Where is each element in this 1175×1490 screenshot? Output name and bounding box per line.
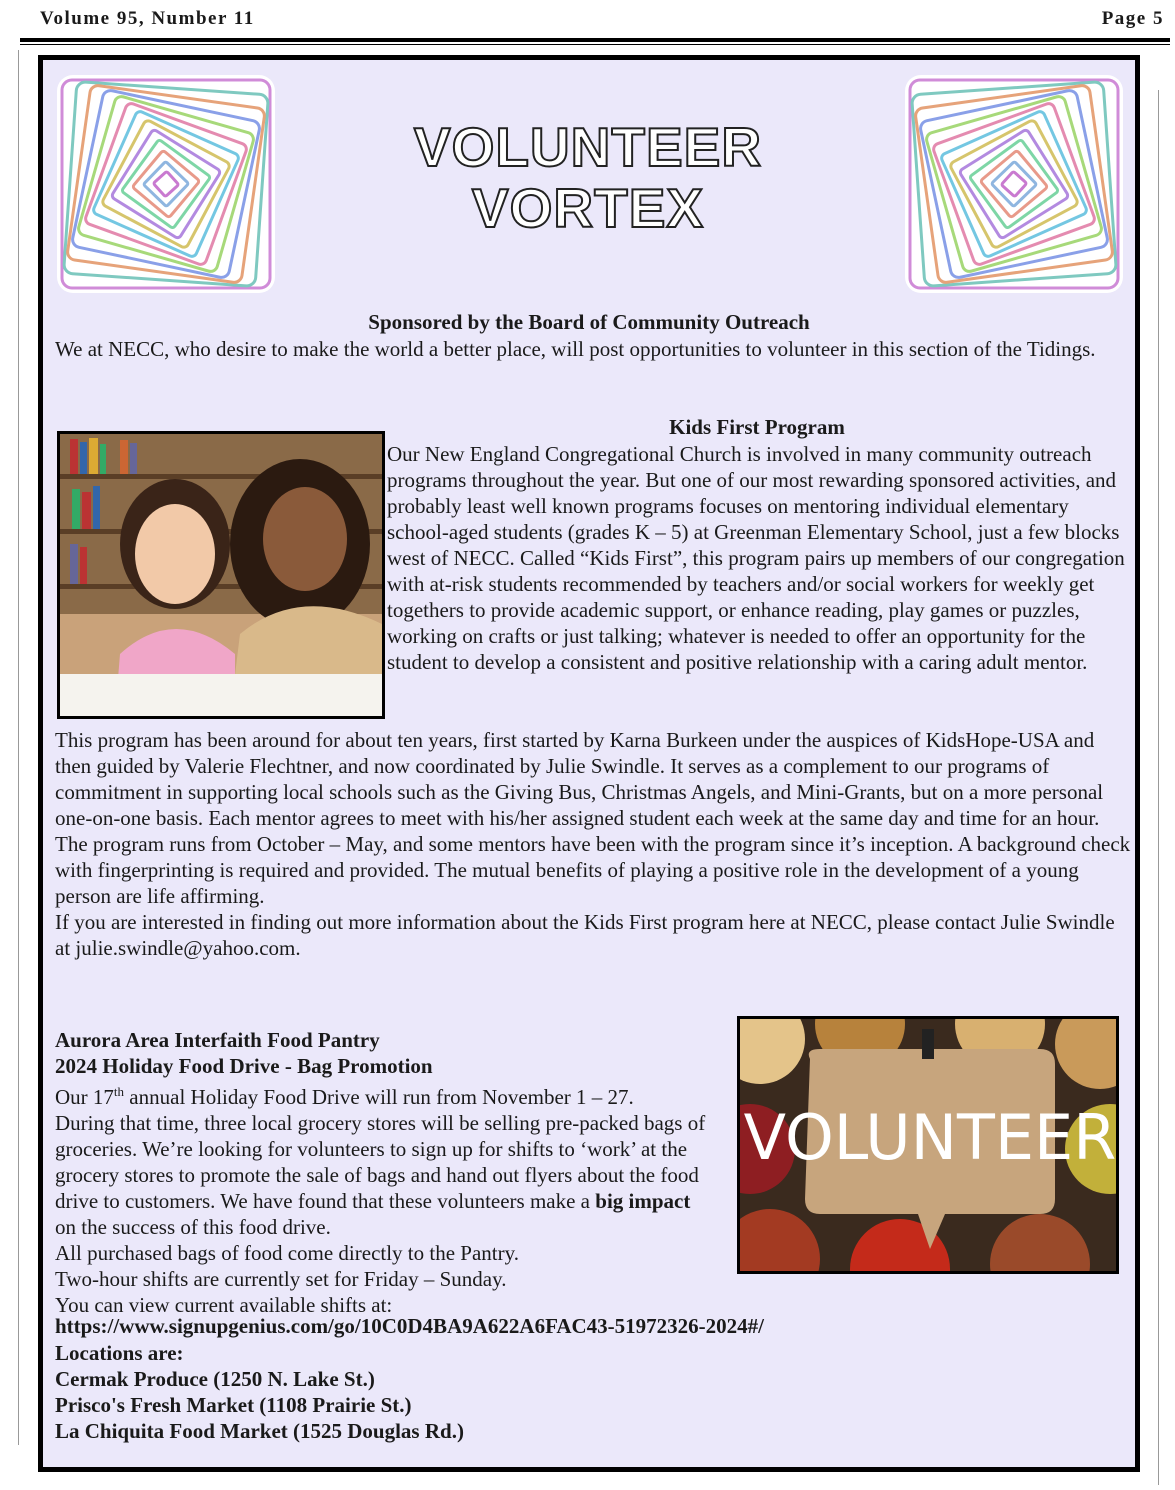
- volunteer-sign-photo: [737, 1016, 1119, 1274]
- kids-first-contact: If you are interested in finding out more information about the Kids First program here at NECC, please contact Julie Swindle at julie.swindle@yahoo.com.: [55, 910, 1115, 960]
- food-pantry-section: [55, 1027, 715, 1318]
- locations-label: Locations are:: [55, 1341, 184, 1365]
- vortex-image-left: [57, 75, 275, 293]
- food-pantry-heading: Aurora Area Interfaith Food Pantry: [55, 1028, 380, 1052]
- right-margin-line: [1158, 90, 1159, 1485]
- mentor-student-photo: [57, 431, 385, 719]
- view-shifts-line: You can view current available shifts at:: [55, 1293, 393, 1317]
- title-line-2: VORTEX: [471, 177, 705, 239]
- intro-paragraph: We at NECC, who desire to make the world a better place, will post opportunities to volunteer in this section of the Tidings.: [55, 337, 1096, 361]
- header-rule-thin: [20, 44, 1170, 45]
- header-rule: [20, 38, 1170, 42]
- article-frame: [38, 55, 1140, 1472]
- page-header: [20, 8, 1170, 32]
- paragraph-text: During that time, three local grocery stores will be selling pre-packed bags of groceries. We’re looking for volunteers to sign up for shifts to ‘work’ at the grocery stores to promote the sale of bags and hand out flyers about the food drive to customers. We have found that these volunteers make a: [55, 1111, 706, 1213]
- kids-first-heading: Kids First Program: [669, 415, 845, 439]
- locations-list: [55, 1340, 464, 1444]
- sign-text: VOLUNTEER: [743, 1101, 1116, 1174]
- page-number: Page 5: [1101, 8, 1164, 29]
- page-title: [343, 117, 833, 239]
- location-item: Cermak Produce (1250 N. Lake St.): [55, 1367, 375, 1391]
- sponsor-line: Sponsored by the Board of Community Outreach: [368, 310, 810, 334]
- location-item: Prisco's Fresh Market (1108 Prairie St.): [55, 1393, 412, 1417]
- food-drive-dates: [55, 1079, 715, 1110]
- signup-link[interactable]: https://www.signupgenius.com/go/10C0D4BA9A622A6FAC43-51972326-2024#/: [55, 1314, 764, 1338]
- food-drive-paragraph: [55, 1110, 715, 1240]
- pantry-line: All purchased bags of food come directly to the Pantry.: [55, 1241, 520, 1265]
- title-line-1: VOLUNTEER: [413, 116, 763, 178]
- kids-first-paragraph-2: This program has been around for about ten years, first started by Karna Burkeen under the auspices of KidsHope-USA and then guided by Valerie Flechtner, and now coordinated by Julie Swindle. It serves as a complement to our programs of commitment in supporting local schools such as the Giving Bus, Christmas Angels, and Mini-Grants, but on a more personal one-on-one basis. Each mentor agrees to meet with his/her assigned student each week at the same day and time for an hour. The program runs from October – May, and some mentors have been with the program since it’s inception. A background check with fingerprinting is required and provided. The mutual benefits of playing a positive role in the development of a young person are life affirming.: [55, 728, 1131, 908]
- shifts-line: Two-hour shifts are currently set for Friday – Sunday.: [55, 1267, 507, 1291]
- vortex-image-right: [905, 75, 1123, 293]
- location-item: La Chiquita Food Market (1525 Douglas Rd.): [55, 1419, 464, 1443]
- dates-text-start: Our 17: [55, 1085, 114, 1109]
- ordinal-suffix: th: [113, 1084, 125, 1099]
- big-impact-text: big impact: [595, 1189, 691, 1213]
- dates-text-end: annual Holiday Food Drive will run from November 1 – 27.: [124, 1085, 634, 1109]
- food-drive-heading: 2024 Holiday Food Drive - Bag Promotion: [55, 1054, 433, 1078]
- paragraph-end: on the success of this food drive.: [55, 1215, 331, 1239]
- volume-number: Volume 95, Number 11: [40, 8, 255, 29]
- kids-first-paragraph-1: Our New England Congregational Church is involved in many community outreach programs throughout the year. But one of our most rewarding sponsored activities, and probably least well known programs focuses on mentoring individual elementary school-aged students (grades K – 5) at Greenman Elementary School, just a few blocks west of NECC. Called “Kids First”, this program pairs up members of our congregation with at-risk students recommended by teachers and/or social workers for weekly get togethers to provide academic support, or enhance reading, play games or puzzles, working on crafts or just talking; whatever is needed to offer an opportunity for the student to develop a consistent and positive relationship with a caring adult mentor.: [387, 442, 1125, 674]
- left-margin-line: [18, 50, 19, 1445]
